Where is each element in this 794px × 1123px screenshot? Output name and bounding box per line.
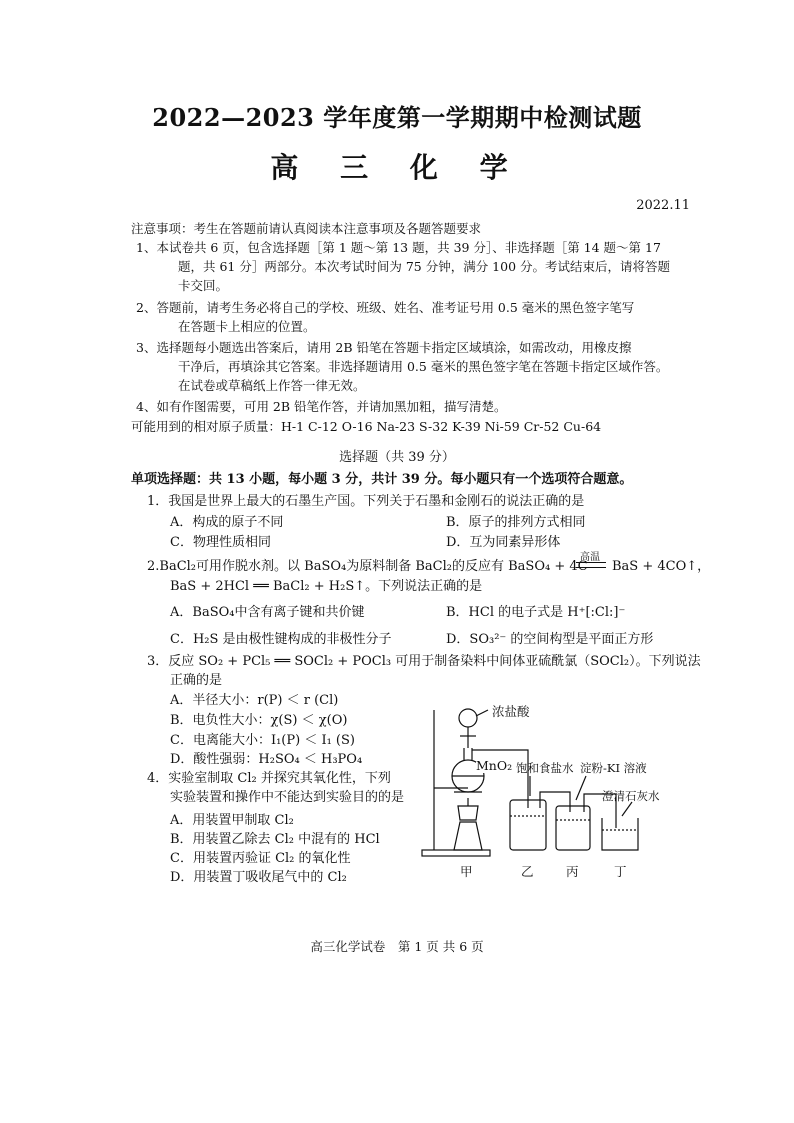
notice-line: 卡交回。 (178, 278, 229, 293)
question-stem: 实验装置和操作中不能达到实验目的的是 (170, 790, 405, 805)
option-a: A．用装置甲制取 Cl₂ (170, 813, 294, 828)
question-stem: 2.BaCl₂可用作脱水剂。以 BaSO₄为原料制备 BaCl₂的反应有 BaSO₄ + 4C (147, 559, 588, 574)
option-d: D．用装置丁吸收尾气中的 Cl₂ (170, 870, 347, 885)
label-jia: 甲 (460, 864, 473, 879)
option-c: C．电离能大小：I₁(P) ＜ I₁ (S) (170, 733, 355, 748)
question-stem: 3．反应 SO₂ + PCl₅ ══ SOCl₂ + POCl₃ 可用于制备染料中间体亚硫酰氯（SOCl₂）。下列说法 (147, 654, 701, 669)
label-mno2: MnO₂ (476, 758, 513, 773)
option-d: D．SO₃²⁻ 的空间构型是平面正方形 (446, 632, 654, 647)
reaction-arrow (576, 562, 606, 568)
notice-line: 3、选择题每小题选出答案后，请用 2B 铅笔在答题卡指定区域填涂，如需改动，用橡皮擦 (136, 340, 632, 355)
exam-title: 2022—2023 学年度第一学期期中检测试题 (152, 103, 642, 132)
label-bing: 丙 (566, 864, 579, 879)
notice-line: 1、本试卷共 6 页，包含选择题［第 1 题～第 13 题，共 39 分］、非选择题［第 14 题～第 17 (136, 240, 661, 255)
option-b: B．电负性大小：χ(S) ＜ χ(O) (170, 713, 348, 728)
option-b: B．原子的排列方式相同 (446, 515, 586, 530)
option-c: C．物理性质相同 (170, 535, 271, 550)
notice-line: 在答题卡上相应的位置。 (178, 319, 316, 334)
label-yi: 乙 (521, 864, 534, 879)
reaction-condition: 高温 (580, 552, 600, 563)
notice-line: 题，共 61 分］两部分。本次考试时间为 75 分钟，满分 100 分。考试结束后，请将答题 (178, 259, 671, 274)
page-footer: 高三化学试卷 第 1 页 共 6 页 (310, 939, 484, 954)
notice-line: 干净后，再填涂其它答案。非选择题请用 0.5 毫米的黑色签字笔在答题卡指定区域作答。 (178, 359, 669, 374)
option-c: C．H₂S 是由极性键构成的非极性分子 (170, 632, 392, 647)
notice-heading: 注意事项：考生在答题前请认真阅读本注意事项及各题答题要求 (131, 221, 482, 236)
question-stem: BaS + 2HCl ══ BaCl₂ + H₂S↑。下列说法正确的是 (170, 579, 483, 594)
section-instruction: 单项选择题：共 13 小题，每小题 3 分，共计 39 分。每小题只有一个选项符合题意。 (131, 472, 633, 487)
section-title: 选择题（共 39 分） (339, 450, 455, 465)
question-stem-cont: BaS + 4CO↑， (612, 559, 711, 574)
label-starch-ki: 淀粉-KI 溶液 (580, 761, 647, 775)
option-a: A．构成的原子不同 (170, 515, 284, 530)
exam-date: 2022.11 (636, 198, 690, 213)
notice-line: 在试卷或草稿纸上作答一律无效。 (178, 378, 366, 393)
notice-line: 2、答题前，请考生务必将自己的学校、班级、姓名、准考证号用 0.5 毫米的黑色签字笔写 (136, 300, 635, 315)
option-a: A．BaSO₄中含有离子键和共价键 (170, 605, 365, 620)
label-brine: 饱和食盐水 (516, 761, 574, 775)
option-c: C．用装置丙验证 Cl₂ 的氧化性 (170, 851, 351, 866)
question-stem: 4．实验室制取 Cl₂ 并探究其氧化性，下列 (147, 771, 391, 786)
option-d: D．互为同素异形体 (446, 535, 561, 550)
question-stem: 1．我国是世界上最大的石墨生产国。下列关于石墨和金刚石的说法正确的是 (147, 494, 585, 509)
apparatus-diagram (410, 700, 670, 880)
label-conc-hcl: 浓盐酸 (492, 704, 530, 719)
label-ding: 丁 (614, 864, 627, 879)
notice-line: 4、如有作图需要，可用 2B 铅笔作答，并请加黑加粗，描写清楚。 (136, 399, 507, 414)
atomic-masses: 可能用到的相对原子质量：H-1 C-12 O-16 Na-23 S-32 K-39 Ni-59 Cr-52 Cu-64 (131, 419, 602, 434)
option-d: D．酸性强弱：H₂SO₄ ＜ H₃PO₄ (170, 752, 363, 767)
option-b: B．HCl 的电子式是 H⁺[:Cl:]⁻ (446, 605, 626, 620)
label-limewater: 澄清石灰水 (602, 789, 660, 803)
question-stem: 正确的是 (170, 673, 223, 688)
subject-title: 高 三 化 学 (270, 151, 524, 184)
option-a: A．半径大小：r(P) ＜ r (Cl) (170, 693, 339, 708)
option-b: B．用装置乙除去 Cl₂ 中混有的 HCl (170, 832, 380, 847)
